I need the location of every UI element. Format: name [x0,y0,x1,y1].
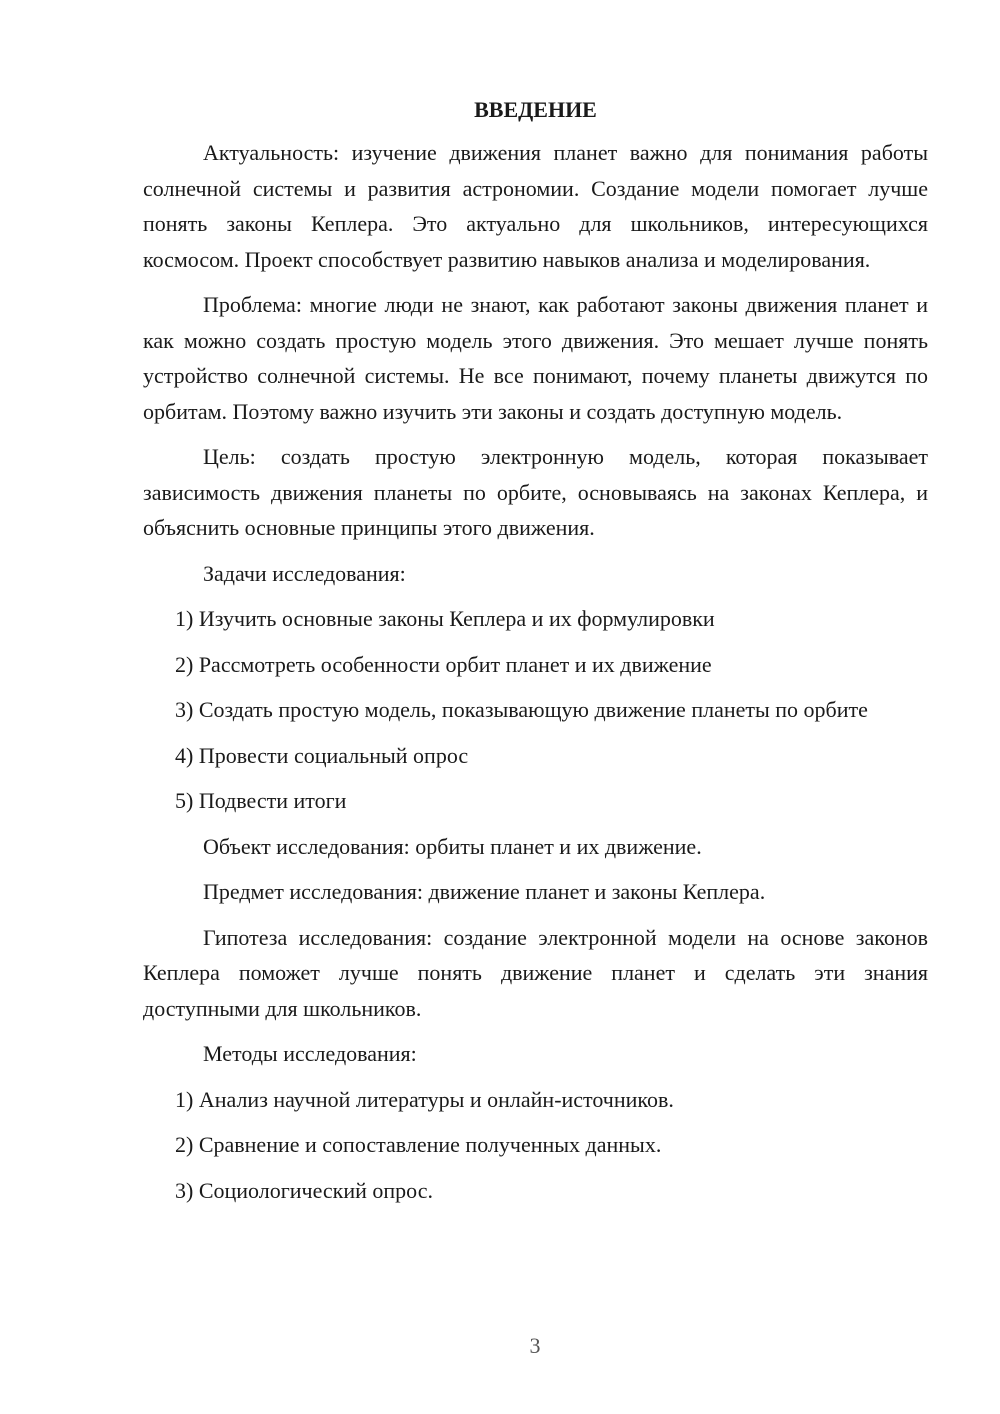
section-heading: ВВЕДЕНИЕ [474,97,597,122]
document-page [143,95,928,1218]
object-paragraph: Объект исследования: орбиты планет и их движение. [203,833,702,859]
problem-paragraph: Проблема: многие люди не знают, как работают законы движения планет и как можно создать простую модель этого движения. Это мешает лучше понять устройство солнечной системы. Не все понимают, почему планеты движутся по орбитам. Поэтому важно изучить эти законы и создать доступную модель. [143,292,928,424]
methods-label: Методы исследования: [203,1041,417,1066]
hypothesis-paragraph: Гипотеза исследования: создание электронной модели на основе законов Кеплера поможет лучше понять движение планет и сделать эти знания доступными для школьников. [143,924,928,1021]
subject-paragraph: Предмет исследования: движение планет и законы Кеплера. [203,879,766,904]
goal-paragraph: Цель: создать простую электронную модель, которая показывает зависимость движения планеты по орбите, основываясь на законах Кеплера, и объяснить основные принципы этого движения. [143,444,928,540]
relevance-paragraph: Актуальность: изучение движения планет важно для понимания работы солнечной системы и развития астрономии. Создание модели помогает лучше понять законы Кеплера. Это актуально для школьников, интересующихся космосом. Проект способствует развитию навыков анализа и моделирования. [143,140,928,272]
task-item: 2) Рассмотреть особенности орбит планет и их движение [175,651,712,677]
task-item: 5) Подвести итоги [175,788,347,813]
task-item: 1) Изучить основные законы Кеплера и их формулировки [175,606,715,631]
task-item: 3) Создать простую модель, показывающую движение планеты по орбите [175,697,868,722]
method-item: 3) Социологический опрос. [175,1177,433,1203]
tasks-label: Задачи исследования: [203,560,406,586]
method-item: 2) Сравнение и сопоставление полученных данных. [175,1132,662,1157]
page-number: 3 [529,1333,541,1358]
task-item: 4) Провести социальный опрос [175,742,469,768]
method-item: 1) Анализ научной литературы и онлайн-источников. [175,1086,674,1112]
